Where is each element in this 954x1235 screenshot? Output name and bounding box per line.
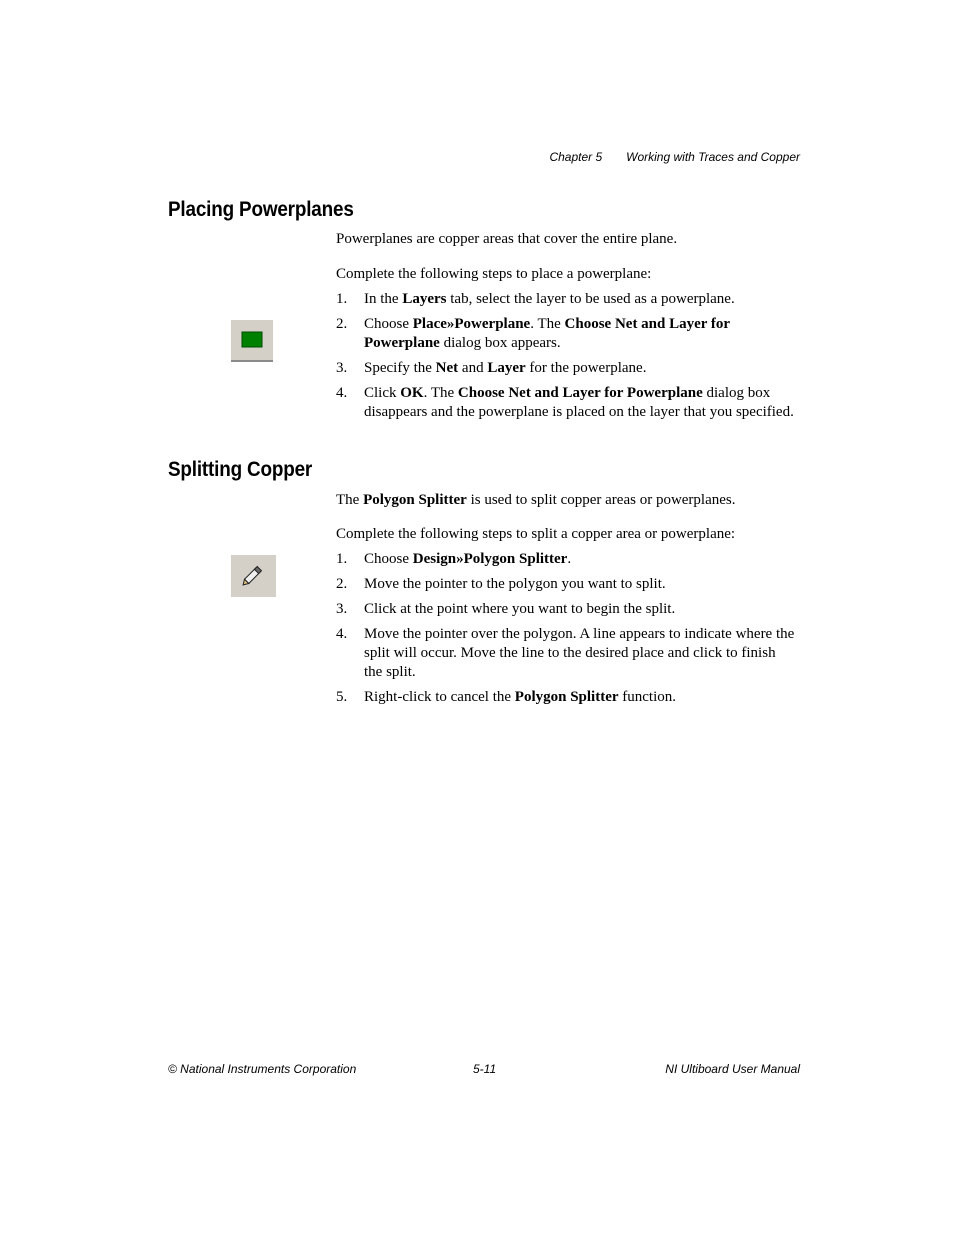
step-number: 1. [336, 551, 348, 567]
step-item [336, 384, 796, 422]
step-number: 2. [336, 316, 348, 332]
section1-steps [336, 290, 796, 428]
step-text [364, 316, 730, 351]
text-run: . The [530, 316, 565, 332]
running-header [549, 150, 800, 164]
pencil-icon [231, 555, 276, 597]
step-item [336, 359, 796, 378]
step-text [364, 385, 794, 420]
text-run: function. [618, 689, 677, 705]
text-run: Choose [364, 551, 413, 567]
text-run: Move the pointer over the polygon. A line appears to indicate where the split will occur. Move the line to the desired place and click to finish the split. [364, 626, 795, 680]
step-item [336, 625, 796, 682]
step-number: 2. [336, 576, 348, 592]
step-text [364, 291, 735, 307]
section-heading-splitting-copper: Splitting Copper [168, 458, 313, 481]
header-title: Working with Traces and Copper [626, 150, 800, 164]
step-item [336, 575, 796, 594]
bold-term: Layers [402, 291, 447, 307]
step-item [336, 550, 796, 569]
step-number: 4. [336, 385, 348, 401]
step-number: 1. [336, 291, 348, 307]
section2-lead: Complete the following steps to split a copper area or powerplane: [336, 526, 736, 542]
bold-term: Net [435, 360, 459, 376]
step-item [336, 600, 796, 619]
text-run: for the powerplane. [525, 360, 647, 376]
step-text [364, 601, 675, 617]
text-run: . [567, 551, 572, 567]
section-heading-placing-powerplanes: Placing Powerplanes [168, 198, 354, 221]
footer-manual-title: NI Ultiboard User Manual [665, 1062, 800, 1076]
text-run: The [336, 492, 364, 508]
pencil-icon-graphic [231, 555, 276, 597]
text-run: Move the pointer to the polygon you want to split. [364, 576, 666, 592]
footer-page-number: 5-11 [473, 1062, 497, 1076]
step-item [336, 315, 796, 353]
text-run: and [458, 360, 488, 376]
step-item [336, 290, 796, 309]
step-number: 3. [336, 601, 348, 617]
step-text [364, 576, 666, 592]
step-text [364, 360, 646, 376]
step-number: 4. [336, 626, 348, 642]
header-chapter: Chapter 5 [549, 150, 603, 164]
section2-intro [336, 491, 796, 510]
powerplane-icon [231, 320, 273, 362]
bold-term: Polygon Splitter [363, 492, 467, 508]
bold-term: Layer [487, 360, 526, 376]
powerplane-icon-graphic [231, 320, 273, 360]
text-run: dialog box disappears and the powerplane is placed on the layer that you specified. [364, 385, 794, 420]
text-run: dialog box appears. [439, 335, 561, 351]
step-text [364, 551, 571, 567]
text-run: is used to split copper areas or powerplanes. [466, 492, 736, 508]
section2-steps [336, 550, 796, 713]
text-run: tab, select the layer to be used as a powerplane. [446, 291, 735, 307]
bold-term: Choose Net and Layer for Powerplane [457, 385, 703, 401]
step-number: 5. [336, 689, 348, 705]
text-run: Click at the point where you want to begin the split. [364, 601, 676, 617]
section1-lead: Complete the following steps to place a powerplane: [336, 266, 652, 282]
bold-term: OK [400, 385, 424, 401]
text-run: Click [364, 385, 401, 401]
text-run: Choose [364, 316, 413, 332]
bold-term: Choose Net and Layer for Powerplane [364, 316, 730, 351]
section1-intro: Powerplanes are copper areas that cover the entire plane. [336, 231, 678, 247]
step-item [336, 688, 796, 707]
bold-term: Design»Polygon Splitter [412, 551, 568, 567]
bold-term: Place»Powerplane [412, 316, 531, 332]
text-run: . The [423, 385, 458, 401]
text-run: Right-click to cancel the [364, 689, 515, 705]
footer-copyright: © National Instruments Corporation [168, 1062, 357, 1076]
text-run: In the [364, 291, 403, 307]
step-text [364, 689, 676, 705]
step-number: 3. [336, 360, 348, 376]
bold-term: Polygon Splitter [514, 689, 619, 705]
text-run: Specify the [364, 360, 436, 376]
step-text [364, 626, 794, 680]
